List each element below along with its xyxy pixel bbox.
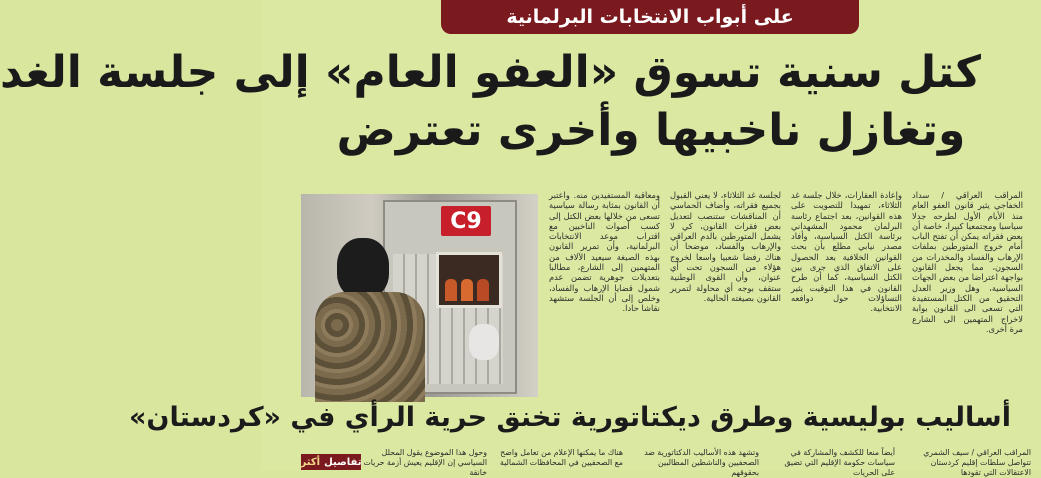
secondary-column-5: وحول هذا الموضوع يقول المحلل السياسي إن الإقليم يعيش أزمة حريات خانقة: [363, 448, 487, 477]
secondary-headline: أساليب بوليسية وطرق ديكتاتورية تخنق حرية الرأي في «كردستان»: [128, 402, 1011, 433]
secondary-article-columns: [361, 448, 1031, 477]
more-details-accent: أكثر: [300, 456, 321, 468]
article-column-3: لجلسة غد الثلاثاء، لا يعني القبول بجميع فقراته، وأضاف الحماسي أن المناقشات ستنصب لتعديل بعض فقرات القانون، كي لا يشمل المتورطين بالدم العراقي والإرهاب والفساد، موضحا أن هناك رفضا شعبيا واسعا لخروج هؤلاء من السجون تحت أي عنوان، وأن القوى الوطنية ستقف بوجه أي محاولة لتمرير القانون بصيغته الحالية.: [670, 190, 781, 303]
guard-head: [337, 238, 389, 298]
secondary-column-2: أيضاً منعا للكشف والمشاركة في سياسات حكومة الإقليم التي تضيق على الحريات: [784, 448, 895, 477]
secondary-column-4: هناك ما يمكنها الإعلام من تعامل واضح مع الصحفيين في المحافظات الشمالية: [500, 448, 623, 467]
more-details-label: تفاصيل: [324, 456, 362, 468]
cell-number-sign: C9: [441, 206, 491, 236]
secondary-column-3: وتشهد هذه الأساليب الدكتاتورية ضد الصحفيين والناشطين المطالبين بحقوقهم: [644, 448, 759, 477]
section-kicker: على أبواب الانتخابات البرلمانية: [441, 0, 859, 34]
masked-guard-figure: [309, 234, 439, 397]
article-columns: [549, 190, 1023, 390]
headline-line-1: كتل سنية تسوق «العفو العام» إلى جلسة الغد: [0, 47, 981, 98]
secondary-column-1: المراقب العراقي / سيف الشمري تتواصل سلطات إقليم كردستان الاعتقالات التي تقودها: [923, 448, 1031, 477]
more-details-button[interactable]: [301, 454, 361, 470]
guard-camouflage-uniform: [315, 292, 425, 402]
prison-photo: [301, 194, 538, 397]
main-headline: [0, 44, 981, 160]
headline-line-2: وتغازل ناخبيها وأخرى تعترض: [336, 105, 966, 156]
article-column-4: ومعاقبة المستفيدين منه. واعتبر أن القانون بمثابة رسالة سياسية تسعى من خلالها بعض الكتل إلى كسب أصوات الناخبين مع اقتراب موعد الانتخابات البرلمانية، وأن تمرير القانون بهذه الصيغة سيعيد الآلاف من المتهمين إلى الشارع، مطالبا بتعديلات جوهرية تضمن عدم شمول قضايا الإرهاب والفساد، وخلص إلى أن الجلسة ستشهد نقاشا حادا.: [549, 190, 660, 314]
guard-glove: [469, 324, 499, 360]
article-column-2: وإعادة العقارات، خلال جلسة غد الثلاثاء، تمهيدا للتصويت على هذه القوانين، بعد اجتماع رئاسة البرلمان محمود المشهداني برئاسة الكتل السياسية، وأفاد مصدر نيابي مطلع بأن بحث القوانين الخلافية بعد الحصول على الاتفاق الذي جرى بين الكتل السياسية، كما أن طرح القانون في هذا التوقيت يثير التساؤلات حول دوافعه الانتخابية.: [791, 190, 902, 314]
article-column-1: المراقب العراقي / سداد الخفاجي يثير قانون العفو العام منذ الأيام الأول لطرحه جدلا سياسيا ومجتمعيا كبيرا، خاصة أن بعض فقراته يمكن أن تفتح الباب أمام خروج المتورطين بملفات الإرهاب والفساد والمخدرات من السجون، مما يجعل القانون بواجهة اعتراضا من بعض الجهات السياسية، وهل وزير العدل التحقيق من الكتل المستفيدة التي تسعى الى القانون بوابة لاخراج المتهمين الى الشارع مرة أخرى.: [912, 190, 1023, 334]
photo-door-window: [436, 252, 502, 308]
